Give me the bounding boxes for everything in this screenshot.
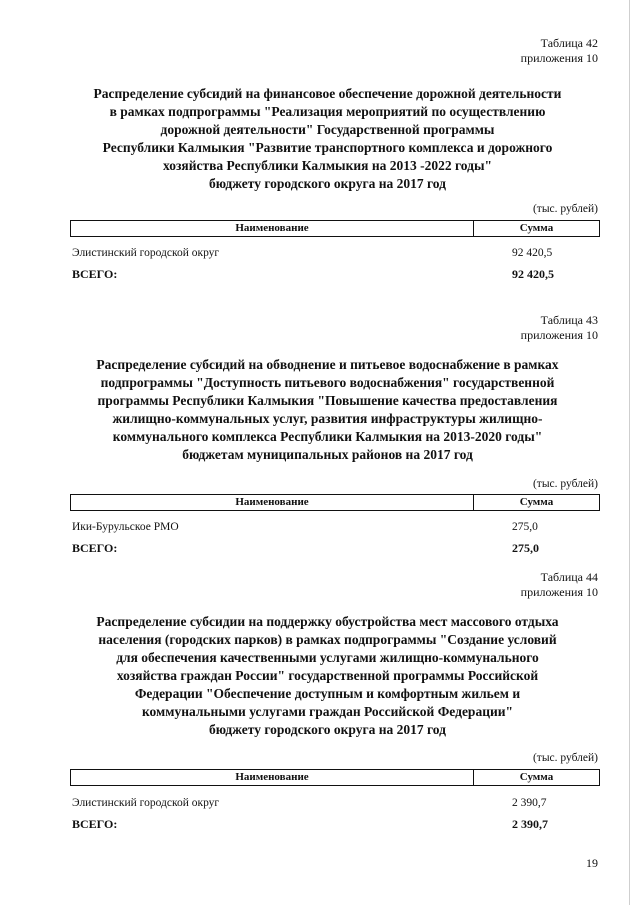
appendix-ref: приложения 10	[520, 51, 598, 65]
total-sum: 2 390,7	[512, 817, 548, 831]
heading-line: для обеспечения качественными услугами жилищно-коммунального	[116, 650, 539, 665]
appendix-ref: приложения 10	[520, 585, 598, 599]
column-header-sum: Сумма	[519, 496, 554, 508]
column-header-name: Наименование	[71, 221, 474, 236]
appendix-ref: приложения 10	[520, 328, 598, 342]
row-name: Элистинский городской округ	[72, 797, 220, 809]
units-label: (тыс. рублей)	[532, 203, 598, 215]
heading-line: Распределение субсидий на финансовое обеспечение дорожной деятельности	[93, 86, 562, 101]
heading-line: хозяйства Республики Калмыкия на 2013 -2022 годы"	[163, 158, 492, 173]
row-name: Ики-Бурульское РМО	[72, 521, 179, 533]
table-44-reference	[521, 570, 598, 600]
table-row	[72, 795, 600, 811]
table-row	[72, 519, 600, 535]
heading-line: коммунальными услугами граждан Российской Федерации"	[141, 704, 514, 719]
heading-line: коммунального комплекса Республики Калмыкия на 2013-2020 годы"	[112, 429, 543, 444]
heading-line: бюджетам муниципальных районов на 2017 год	[182, 447, 473, 462]
page-edge	[629, 0, 630, 905]
heading-line: хозяйства граждан России" государственной программы Российской	[116, 668, 539, 683]
table-42-heading	[60, 85, 595, 193]
total-sum: 92 420,5	[512, 267, 554, 281]
table-43-heading	[60, 356, 595, 464]
units-label: (тыс. рублей)	[532, 752, 598, 764]
heading-line: населения (городских парков) в рамках подпрограммы "Создание условий	[98, 632, 557, 647]
total-label: ВСЕГО:	[72, 817, 118, 831]
table-total-row	[72, 266, 600, 282]
heading-line: бюджету городского округа на 2017 год	[209, 176, 446, 191]
column-header-name: Наименование	[71, 495, 474, 510]
table-row	[72, 245, 600, 261]
total-label: ВСЕГО:	[72, 541, 118, 555]
heading-line: в рамках подпрограммы "Реализация мероприятий по осуществлению	[109, 104, 546, 119]
heading-line: Распределение субсидий на обводнение и питьевое водоснабжение в рамках	[96, 357, 559, 372]
table-43-header	[70, 494, 600, 511]
table-42-reference	[521, 36, 598, 66]
heading-line: жилищно-коммунальных услуг, развития инфраструктуры жилищно-	[112, 411, 543, 426]
table-42-header	[70, 220, 600, 237]
units-label: (тыс. рублей)	[532, 478, 598, 490]
row-sum: 275,0	[512, 521, 538, 533]
table-number: Таблица 44	[540, 570, 598, 584]
table-number: Таблица 42	[540, 36, 598, 50]
table-number: Таблица 43	[540, 313, 598, 327]
row-sum: 2 390,7	[512, 797, 547, 809]
row-sum: 92 420,5	[512, 247, 553, 259]
table-43-reference	[521, 313, 598, 343]
table-total-row	[72, 816, 600, 832]
row-name: Элистинский городской округ	[72, 247, 220, 259]
heading-line: программы Республики Калмыкия "Повышение качества предоставления	[97, 393, 558, 408]
column-header-name: Наименование	[71, 770, 474, 785]
heading-line: бюджету городского округа на 2017 год	[209, 722, 446, 737]
column-header-sum: Сумма	[519, 222, 554, 234]
heading-line: подпрограммы "Доступность питьевого водоснабжения" государственной	[100, 375, 555, 390]
table-44-header	[70, 769, 600, 786]
table-44-heading	[60, 613, 595, 739]
heading-line: дорожной деятельности" Государственной программы	[160, 122, 495, 137]
total-label: ВСЕГО:	[72, 267, 118, 281]
table-total-row	[72, 540, 600, 556]
page-number: 19	[586, 856, 598, 870]
heading-line: Распределение субсидии на поддержку обустройства мест массового отдыха	[96, 614, 559, 629]
heading-line: Федерации "Обеспечение доступным и комфортным жильем и	[134, 686, 521, 701]
heading-line: Республики Калмыкия "Развитие транспортного комплекса и дорожного	[102, 140, 553, 155]
total-sum: 275,0	[512, 541, 539, 555]
column-header-sum: Сумма	[519, 771, 554, 783]
